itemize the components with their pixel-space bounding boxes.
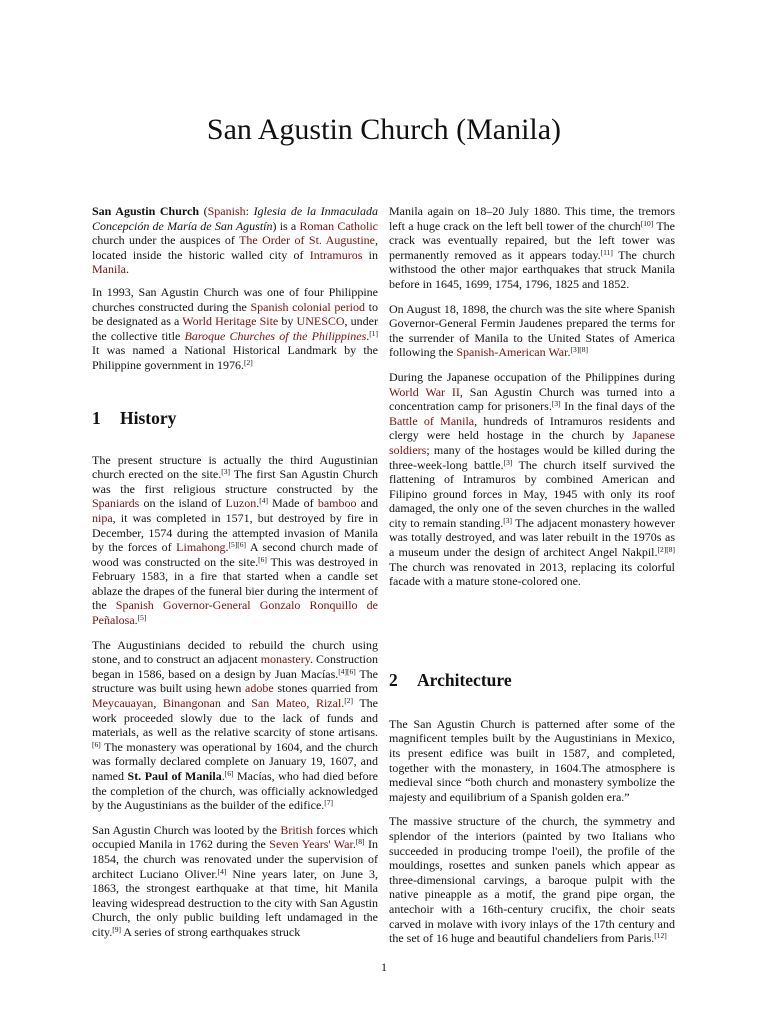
- text-run: In the final days of the: [560, 399, 675, 414]
- text-run: A series of strong earthquakes struck: [120, 924, 301, 939]
- section-heading-history: [92, 407, 378, 429]
- text-run: A second church made of wood was constructed on the site.: [92, 540, 378, 569]
- wiki-link[interactable]: The Order of St. Augustine: [239, 233, 376, 248]
- wiki-link[interactable]: bamboo: [317, 496, 357, 511]
- section-title: Architecture: [417, 669, 512, 690]
- left-column: [92, 204, 378, 950]
- text-run: In 1854, the church was renovated under the supervision of architect Luciano Oliver.: [92, 837, 378, 881]
- citation-ref[interactable]: [11]: [600, 247, 613, 257]
- citation-ref[interactable]: [5]: [137, 613, 147, 623]
- wiki-link[interactable]: Baroque Churches of the Philippines: [184, 328, 367, 343]
- text-run: forces which occupied Manila in 1762 during the: [92, 822, 379, 852]
- citation-ref[interactable]: [5][6]: [228, 540, 246, 550]
- text-run: The massive structure of the church, the symmetry and splendor of the interiors (painted by two Italians who succeeded in producing trompe l'oeil), the profile of the mouldings, rosettes and sunken panels which appear as three-dimensional carvings, a baroque pulpit with the native pineapple as a motif, the grand pipe organ, the antechoir with a 16th-century crucifix, the choir seats carved in molave with ivory inlays of the 17th century and the set of 16 huge and beautiful chandeliers from Paris.: [389, 814, 675, 946]
- text-run: The first San Agustin Church was the first religious structure constructed by the: [92, 467, 379, 496]
- wiki-link[interactable]: World War II: [389, 384, 460, 399]
- text-run: on the island of: [139, 496, 226, 511]
- text-run: In 1993, San Agustin Church was one of four Philippine churches constructed during the: [92, 284, 378, 314]
- history-paragraph: [389, 302, 675, 360]
- citation-ref[interactable]: [6]: [258, 554, 267, 564]
- text-run: The San Agustin Church is patterned after some of the magnificent temples built by the Augustinians in Mexico, its present edifice was built in 1587, and completed, together with the monastery, in 1604.The atmosphere is medieval since “both church and monastery symbolize the majesty and equilibrium of a Spanish golden era.”: [389, 716, 675, 804]
- wiki-link[interactable]: Limahong: [176, 540, 226, 555]
- italic-text: Iglesia de la Inmaculada Concepción de María de San Agustín: [92, 204, 378, 233]
- text-run: ) is a: [272, 218, 300, 233]
- bold-text: St. Paul of Manila: [127, 769, 222, 783]
- text-run: The Augustinians decided to rebuild the church using stone, and to construct an adjacent: [92, 637, 378, 667]
- wiki-link[interactable]: UNESCO: [296, 314, 345, 329]
- citation-ref[interactable]: [6]: [224, 769, 234, 778]
- wiki-link[interactable]: Meycauayan: [92, 696, 154, 711]
- wiki-link[interactable]: San Mateo, Rizal: [251, 696, 342, 711]
- text-run: The crack was eventually repaired, but the left tower was permanently removed as it appears today.: [389, 218, 675, 262]
- history-paragraph: [389, 204, 675, 292]
- text-run: Made of: [267, 496, 318, 511]
- section-number: 1: [92, 407, 101, 428]
- text-run: .: [134, 613, 138, 628]
- text-run: by: [278, 314, 297, 329]
- wiki-link[interactable]: World Heritage Site: [182, 314, 279, 329]
- wiki-link[interactable]: Roman Catholic: [299, 218, 379, 233]
- text-run: The church itself survived the flattening of Intramuros by combined American and Filipino ground forces in May, 1945 with only its roof damaged, the only one of the seven churches in the walled city to remain standing.: [389, 457, 676, 530]
- text-run: This was destroyed in February 1583, in a fire that started when a candle set ablaze the drapes of the funeral bier during the interment of the: [92, 554, 378, 613]
- text-run: Macías, who had died before the completion of the church, was officially acknowledged by the Augustinians as the builder of the edifice.: [92, 769, 379, 813]
- text-run: Nine years later, on June 3, 1863, the strongest earthquake at that time, hit Manila leaving widespread destruction to the city with San Agustin Church, the only public building left undamaged in the city.: [92, 866, 378, 939]
- intro-paragraph: [92, 204, 378, 277]
- section-heading-architecture: [389, 669, 675, 691]
- citation-ref[interactable]: [2]: [344, 696, 354, 706]
- section-number: 2: [389, 669, 398, 690]
- citation-ref[interactable]: [4]: [259, 496, 268, 506]
- citation-ref[interactable]: [1]: [369, 328, 379, 338]
- text-run: , under the collective title: [92, 314, 379, 343]
- citation-ref[interactable]: [3]: [503, 457, 513, 467]
- text-run: .: [225, 540, 229, 555]
- wiki-link[interactable]: Spaniards: [92, 496, 140, 511]
- history-paragraph: [92, 638, 378, 813]
- text-run: During the Japanese occupation of the Philippines during: [389, 369, 675, 384]
- wiki-link[interactable]: Luzon: [225, 496, 257, 511]
- architecture-paragraph: [389, 717, 675, 805]
- page-title: San Agustin Church (Manila): [206, 113, 562, 146]
- text-run: in: [362, 247, 378, 262]
- section-title: History: [120, 407, 177, 428]
- text-run: to be designated as a: [92, 299, 378, 329]
- text-run: church under the auspices of: [92, 233, 240, 248]
- text-run: The work proceeded slowly due to the lack of funds and materials, as well as the relative scarcity of stone artisans.: [92, 696, 378, 740]
- text-run: San Agustin Church was looted by the: [92, 822, 281, 837]
- bold-text: San Agustin Church: [92, 204, 200, 218]
- text-run: , located inside the historic walled city of: [92, 233, 379, 262]
- text-run: It was named a National Historical Landmark by the Philippine government in 1976.: [92, 343, 378, 372]
- text-run: , hundreds of Intramuros residents and clergy were held hostage in the church by: [389, 413, 675, 443]
- text-run: .: [221, 769, 225, 783]
- wiki-link[interactable]: monastery: [260, 652, 310, 667]
- text-run: On August 18, 1898, the church was the site where Spanish Governor-General Fermin Jaudenes prepared the terms for the surrender of Manila to the United States of America following the: [389, 301, 675, 360]
- text-run: The structure was built using hewn: [92, 666, 378, 696]
- wiki-link[interactable]: Seven Years' War: [269, 837, 353, 852]
- text-run: stones quarried from: [273, 681, 378, 696]
- history-paragraph: [92, 453, 378, 628]
- heritage-paragraph: [92, 285, 378, 373]
- text-run: .: [126, 262, 129, 277]
- architecture-paragraph: [389, 814, 675, 945]
- citation-ref[interactable]: [2]: [244, 357, 253, 367]
- citation-ref[interactable]: [12]: [654, 931, 667, 941]
- text-run: :: [245, 204, 254, 218]
- citation-ref[interactable]: [7]: [324, 798, 334, 808]
- citation-ref[interactable]: [4]: [217, 866, 227, 876]
- citation-ref[interactable]: [2][8]: [657, 545, 675, 555]
- text-run: .: [366, 328, 370, 343]
- text-run: Manila again on 18–20 July 1880. This time, the tremors left a huge crack on the left bell tower of the church: [389, 204, 675, 233]
- text-run: .: [567, 345, 571, 360]
- text-run: .: [256, 496, 260, 511]
- text-run: The adjacent monastery however was totally destroyed, and was later rebuilt in the 1970s as a museum under the design of architect Angel Nakpil.: [389, 515, 675, 560]
- citation-ref[interactable]: [9]: [112, 924, 121, 934]
- text-run: The church withstood the other major earthquakes that struck Manila before in 1645, 1699, 1754, 1796, 1825 and 1852.: [389, 247, 675, 291]
- history-paragraph: [389, 370, 675, 589]
- text-run: .: [352, 837, 356, 852]
- right-column: [389, 204, 675, 956]
- wiki-link[interactable]: Spanish Governor-General Gonzalo Ronquillo de Peñalosa: [92, 598, 378, 628]
- citation-ref[interactable]: [3][8]: [570, 345, 588, 355]
- citation-ref[interactable]: [3]: [551, 399, 561, 409]
- wiki-link[interactable]: British: [280, 822, 313, 837]
- text-run: , San Agustin Church was turned into a concentration camp for prisoners.: [389, 384, 675, 414]
- wiki-link[interactable]: Spanish-American War: [456, 345, 568, 360]
- citation-ref[interactable]: [4][6]: [338, 666, 356, 676]
- citation-ref[interactable]: [3]: [503, 515, 513, 525]
- wiki-link[interactable]: Binangonan: [162, 696, 221, 711]
- text-run: (: [199, 204, 208, 218]
- wiki-link[interactable]: Battle of Manila: [389, 413, 475, 428]
- wiki-link[interactable]: Spanish colonial period: [250, 299, 366, 314]
- text-run: . Construction began in 1586, based on a design by Juan Macías.: [92, 652, 379, 681]
- text-run: ,: [153, 696, 163, 711]
- wiki-link[interactable]: nipa: [92, 510, 113, 525]
- citation-ref[interactable]: [6]: [92, 739, 101, 749]
- wiki-link[interactable]: adobe: [245, 681, 274, 696]
- text-run: The present structure is actually the third Augustinian church erected on the site.: [92, 452, 378, 482]
- wiki-link[interactable]: Spanish: [207, 204, 246, 218]
- text-run: The monastery was operational by 1604, and the church was formally declared complete on January 19, 1607, and named: [92, 739, 378, 783]
- text-run: and: [220, 696, 252, 711]
- citation-ref[interactable]: [8]: [355, 837, 365, 847]
- text-run: The church was renovated in 2013, replacing its colorful facade with a mature stone-colored one.: [389, 559, 675, 589]
- text-run: , it was completed in 1571, but destroyed by fire in December, 1574 during the attempted invasion of Manila by the forces of: [92, 510, 378, 555]
- history-paragraph: [92, 823, 378, 940]
- text-run: ; many of the hostages would be killed during the three-week-long battle.: [389, 442, 675, 472]
- wiki-link[interactable]: Japanese soldiers: [389, 428, 675, 457]
- text-run: and: [356, 496, 378, 511]
- page-number: 1: [381, 960, 387, 974]
- wiki-link[interactable]: Manila: [92, 262, 126, 277]
- text-run: .: [341, 696, 345, 711]
- citation-ref[interactable]: [3]: [221, 467, 231, 477]
- wiki-link[interactable]: Intramuros: [309, 247, 363, 262]
- citation-ref[interactable]: [10]: [640, 218, 654, 228]
